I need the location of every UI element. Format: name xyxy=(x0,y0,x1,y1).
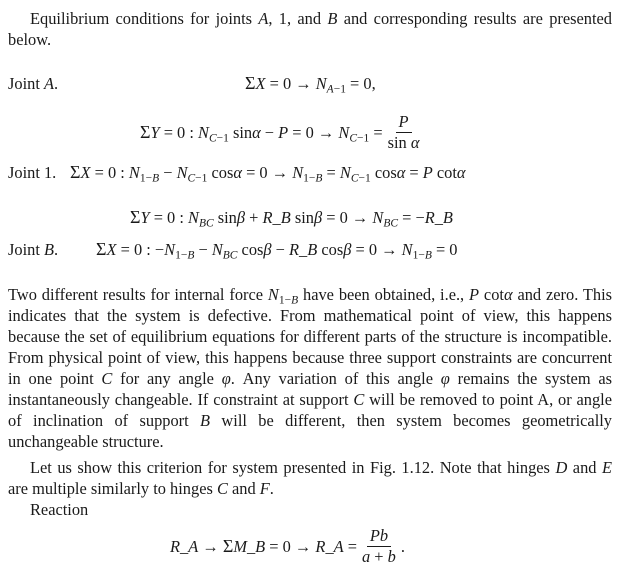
joint-1-label: Joint 1. xyxy=(8,163,57,182)
fraction-pb-over-a-plus-b: $\frac{Pb}{a + b}$ xyxy=(362,526,396,566)
body-paragraph-criterion: Let us show this criterion for system presented in Fig. 1.12. Note that hinges D and E are multiple similarly to hinges C and F. xyxy=(8,458,612,498)
equation-joint-1-y: ΣY = 0 : $N_{BC}$ sinβ + R_B $\sin\beta = 0 \to N_{BC}$ = −R_B xyxy=(130,207,453,230)
joint-a-label: Joint A. xyxy=(8,74,59,93)
equation-joint-a-y: ΣY = 0 : $N_{C-1}$ $\sin\alpha - P = 0 \to N_{C-1}$ = $\frac{P}{\text{sin α}}$ xyxy=(140,113,424,152)
fraction-p-over-sin-alpha: $\frac{P}{\text{sin α}}$ xyxy=(387,112,420,152)
body-paragraph-defective: Two different results for internal force $N_{1-B}$ have been obtained, i.e., P cotα and zero. This indicates that the system is defective. From mathematical point of view, this happens because the set of equilibrium equations for different parts of the structure is incompatible. From physical point of view, this happens because three support constraints are concurrent in one point C for any angle φ. Any variation of this angle φ remains the system as instantaneously changeable. If constraint at support C will be removed to point A, or angle of inclination of support B will be different, then system becomes geometrically unchangeable structure. xyxy=(8,285,613,451)
joint-b-label: Joint B. xyxy=(8,240,59,259)
equation-joint-b-x: ΣX = 0 : $-N_{1-B} - N_{BC}$ cosβ − R_B $\cos\beta = 0 \to N_{1-B} = 0$ xyxy=(96,239,458,262)
equation-reaction-ra: R_A → ΣM_B = 0 → R_A = $\frac{Pb}{a + b}$ . xyxy=(170,526,405,566)
intro-paragraph: Equilibrium conditions for joints A, 1, and B and corresponding results are presented below. xyxy=(8,9,612,49)
reaction-label: Reaction xyxy=(30,500,89,519)
equation-joint-1-x: ΣX = 0 : $N_{1-B} - N_{C-1}$ $\cos\alpha = 0 \to N_{1-B} = N_{C-1}$ cosα = P cotα xyxy=(70,162,466,185)
equation-joint-a-x: $\Sigma X = 0 \to N_{A-1} = 0$, xyxy=(245,73,376,96)
